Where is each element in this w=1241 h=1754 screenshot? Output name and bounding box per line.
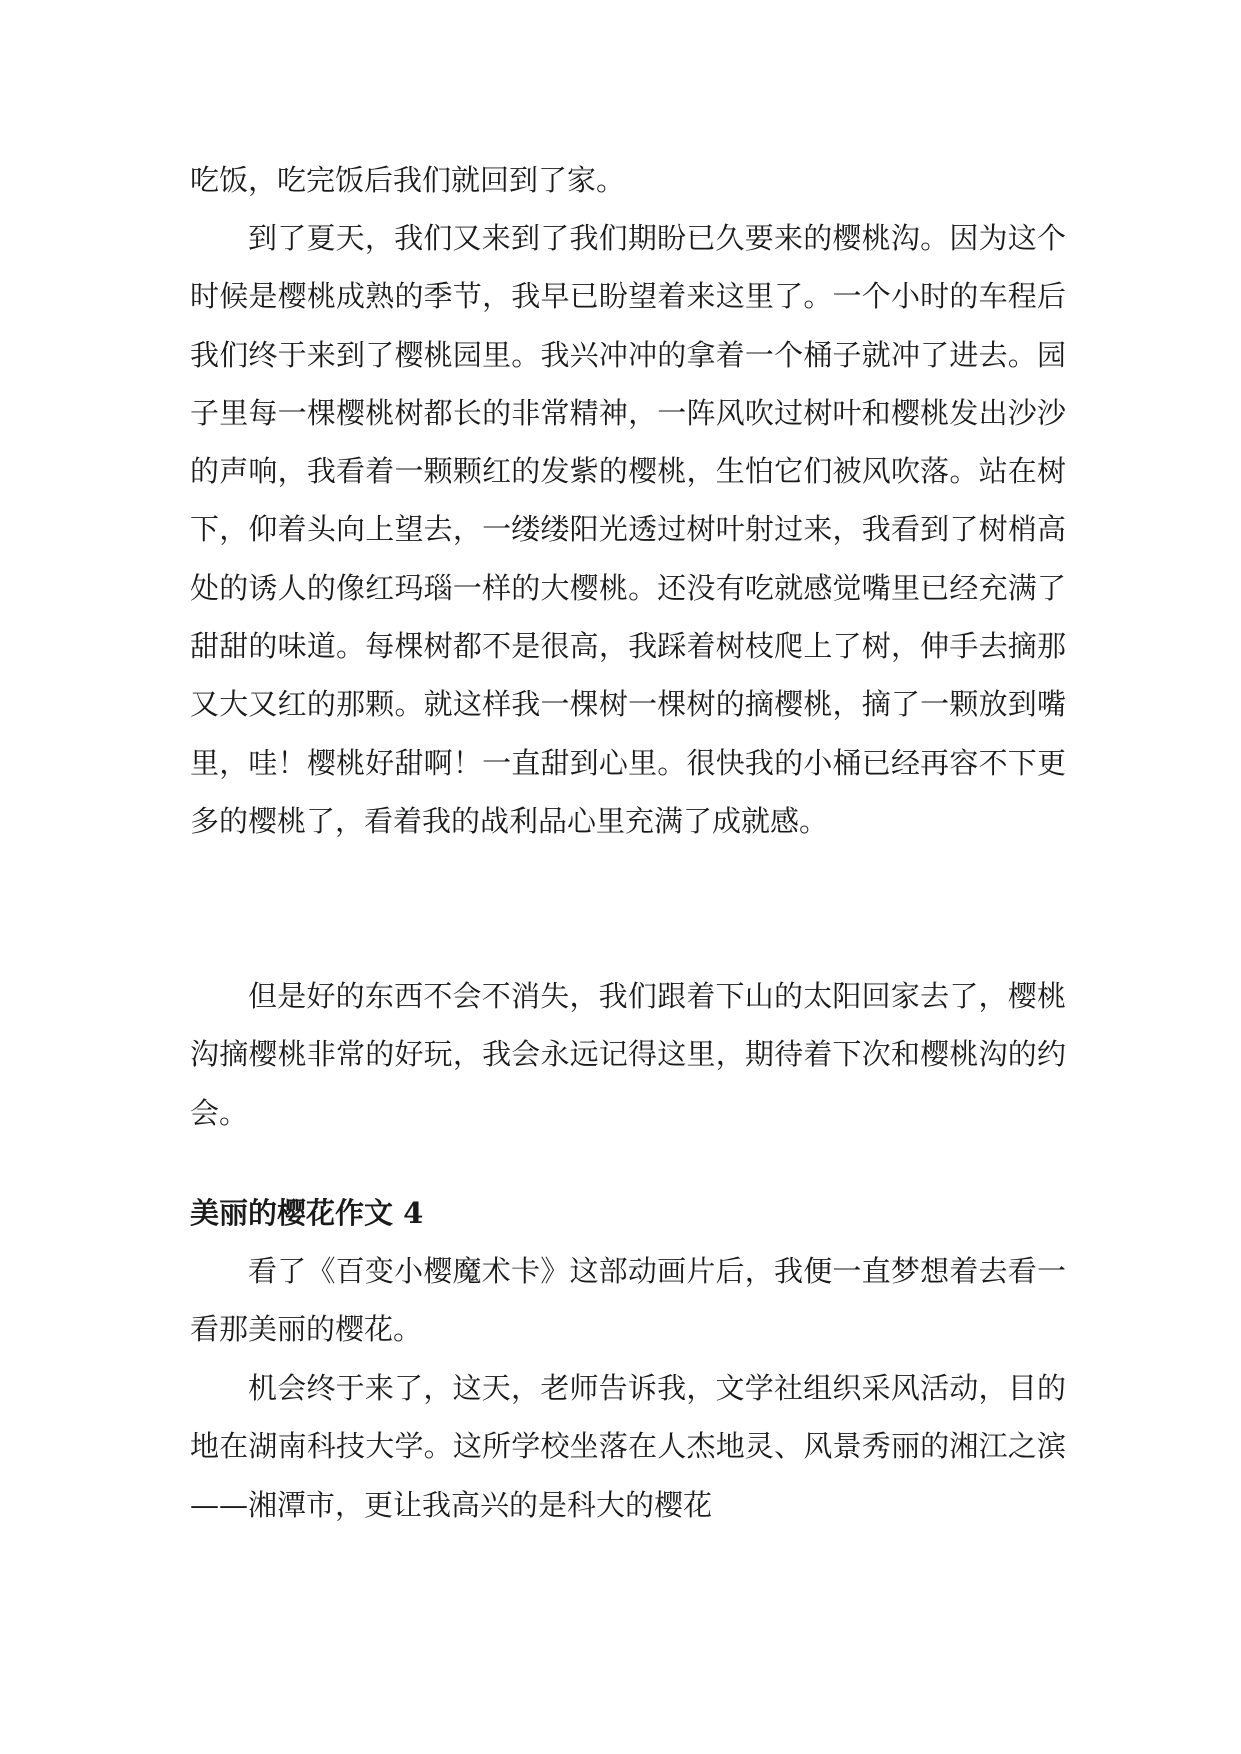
paragraph-ending: 但是好的东西不会不消失，我们跟着下山的太阳回家去了，樱桃沟摘樱桃非常的好玩，我会永远记得这里，期待着下次和樱桃沟的约会。 bbox=[190, 979, 1066, 1130]
paragraph-opportunity: 机会终于来了，这天，老师告诉我，文学社组织采风活动，目的地在湖南科技大学。这所学校坐落在人杰地灵、风景秀丽的湘江之滨——湘潭市，更让我高兴的是科大的樱花 bbox=[190, 1371, 1066, 1522]
essay-title: 美丽的樱花作文 4 bbox=[190, 1196, 424, 1230]
paragraph-summer-visit: 到了夏天，我们又来到了我们期盼已久要来的樱桃沟。因为这个时候是樱桃成熟的季节，我早已盼望着来这里了。一个小时的车程后我们终于来到了樱桃园里。我兴冲冲的拿着一个桶子就冲了进去。园子里每一棵樱桃树都长的非常精神，一阵风吹过树叶和樱桃发出沙沙的声响，我看着一颗颗红的发紫的樱桃，生怕它们被风吹落。站在树下，仰着头向上望去，一缕缕阳光透过树叶射过来，我看到了树梢高处的诱人的像红玛瑙一样的大樱桃。还没有吃就感觉嘴里已经充满了甜甜的味道。每棵树都不是很高，我踩着树枝爬上了树，伸手去摘那又大又红的那颗。就这样我一棵树一棵树的摘樱桃，摘了一颗放到嘴里，哇！樱桃好甜啊！一直甜到心里。很快我的小桶已经再容不下更多的樱桃了，看着我的战利品心里充满了成就感。 bbox=[190, 221, 1066, 838]
paragraph-continuation: 吃饭，吃完饭后我们就回到了家。 bbox=[190, 163, 626, 197]
paragraph-intro: 看了《百变小樱魔术卡》这部动画片后，我便一直梦想着去看一看那美丽的樱花。 bbox=[190, 1254, 1066, 1347]
